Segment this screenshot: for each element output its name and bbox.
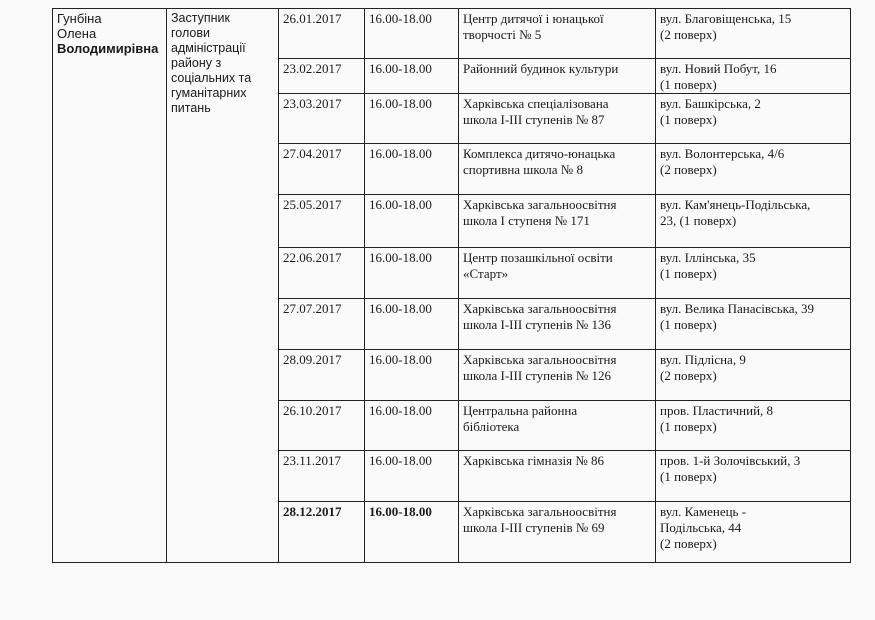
position-line: району з (171, 56, 222, 70)
time-cell: 16.00-18.00 (365, 248, 459, 299)
address-cell (656, 401, 851, 451)
venue-line: Комплекса дитячо-юнацька (463, 146, 616, 161)
venue-line: Харківська загальноосвітня (463, 504, 617, 519)
address-cell (656, 59, 851, 94)
address-line: Подільська, 44 (660, 520, 742, 535)
date-cell: 23.03.2017 (279, 94, 365, 144)
venue-cell (459, 350, 656, 401)
official-position-cell (167, 9, 279, 563)
address-line: (1 поверх) (660, 112, 717, 127)
address-line: вул. Каменець - (660, 504, 747, 519)
venue-line: школа І ступеня № 171 (463, 213, 590, 228)
position-line: Заступник (171, 11, 230, 25)
position-line: адміністрації (171, 41, 246, 55)
time-cell: 16.00-18.00 (365, 401, 459, 451)
address-cell (656, 451, 851, 502)
venue-line: спортивна школа № 8 (463, 162, 583, 177)
address-cell (656, 299, 851, 350)
venue-line: школа І-ІІІ ступенів № 126 (463, 368, 612, 383)
venue-cell (459, 144, 656, 195)
address-line: (1 поверх) (660, 266, 717, 281)
address-line: вул. Новий Побут, 16 (660, 61, 777, 76)
position-line: голови (171, 26, 210, 40)
address-line: вул. Кам'янець-Подільська, (660, 197, 811, 212)
date-cell: 26.10.2017 (279, 401, 365, 451)
position-line: питань (171, 101, 211, 115)
date-cell: 27.07.2017 (279, 299, 365, 350)
address-cell (656, 94, 851, 144)
official-first-name: Олена (57, 26, 97, 41)
official-surname: Гунбіна (57, 11, 102, 26)
address-line: (2 поверх) (660, 27, 717, 42)
time-cell: 16.00-18.00 (365, 9, 459, 59)
address-line: вул. Іллінська, 35 (660, 250, 756, 265)
venue-line: школа І-ІІІ ступенів № 87 (463, 112, 605, 127)
schedule-body (53, 9, 851, 563)
time-cell: 16.00-18.00 (365, 451, 459, 502)
date-cell: 26.01.2017 (279, 9, 365, 59)
address-line: вул. Підлісна, 9 (660, 352, 746, 367)
date-cell: 22.06.2017 (279, 248, 365, 299)
time-cell: 16.00-18.00 (365, 299, 459, 350)
official-patronymic: Володимирівна (57, 41, 159, 56)
address-line: 23, (1 поверх) (660, 213, 737, 228)
address-line: пров. Пластичний, 8 (660, 403, 774, 418)
address-line: (1 поверх) (660, 317, 717, 332)
venue-cell (459, 451, 656, 502)
address-line: вул. Благовіщенська, 15 (660, 11, 792, 26)
time-cell: 16.00-18.00 (365, 59, 459, 94)
time-cell: 16.00-18.00 (365, 350, 459, 401)
time-cell: 16.00-18.00 (365, 94, 459, 144)
venue-line: школа І-ІІІ ступенів № 136 (463, 317, 612, 332)
address-line: (1 поверх) (660, 77, 717, 92)
address-cell (656, 248, 851, 299)
address-line: (1 поверх) (660, 469, 717, 484)
venue-cell (459, 401, 656, 451)
address-line: (1 поверх) (660, 419, 717, 434)
venue-line: школа І-ІІІ ступенів № 69 (463, 520, 605, 535)
venue-cell (459, 299, 656, 350)
venue-line: Харківська спеціалізована (463, 96, 609, 111)
venue-line: Харківська загальноосвітня (463, 197, 617, 212)
venue-line: Харківська загальноосвітня (463, 301, 617, 316)
venue-line: Районний будинок культури (463, 61, 619, 76)
position-line: гуманітарних (171, 86, 247, 100)
address-line: вул. Велика Панасівська, 39 (660, 301, 815, 316)
venue-line: Центр позашкільної освіти (463, 250, 613, 265)
time-cell: 16.00-18.00 (365, 502, 459, 563)
address-line: вул. Башкірська, 2 (660, 96, 761, 111)
venue-line: Центр дитячої і юнацької (463, 11, 604, 26)
reception-schedule-table (52, 8, 851, 563)
address-cell (656, 350, 851, 401)
venue-line: творчості № 5 (463, 27, 542, 42)
address-cell (656, 9, 851, 59)
address-cell (656, 502, 851, 563)
venue-line: Харківська загальноосвітня (463, 352, 617, 367)
official-name-cell (53, 9, 167, 563)
venue-line: Центральна районна (463, 403, 578, 418)
venue-cell (459, 248, 656, 299)
date-cell: 28.09.2017 (279, 350, 365, 401)
address-line: пров. 1-й Золочівський, 3 (660, 453, 801, 468)
venue-cell (459, 94, 656, 144)
venue-line: «Старт» (463, 266, 509, 281)
date-cell: 23.02.2017 (279, 59, 365, 94)
position-line: соціальних та (171, 71, 252, 85)
table-row (53, 9, 851, 59)
time-cell: 16.00-18.00 (365, 195, 459, 248)
address-line: вул. Волонтерська, 4/6 (660, 146, 785, 161)
date-cell: 25.05.2017 (279, 195, 365, 248)
venue-cell (459, 9, 656, 59)
venue-cell (459, 502, 656, 563)
venue-cell (459, 59, 656, 94)
date-cell: 28.12.2017 (279, 502, 365, 563)
venue-line: Харківська гімназія № 86 (463, 453, 605, 468)
address-cell (656, 144, 851, 195)
address-line: (2 поверх) (660, 368, 717, 383)
venue-cell (459, 195, 656, 248)
time-cell: 16.00-18.00 (365, 144, 459, 195)
address-cell (656, 195, 851, 248)
venue-line: бібліотека (463, 419, 520, 434)
date-cell: 23.11.2017 (279, 451, 365, 502)
date-cell: 27.04.2017 (279, 144, 365, 195)
address-line: (2 поверх) (660, 536, 717, 551)
address-line: (2 поверх) (660, 162, 717, 177)
